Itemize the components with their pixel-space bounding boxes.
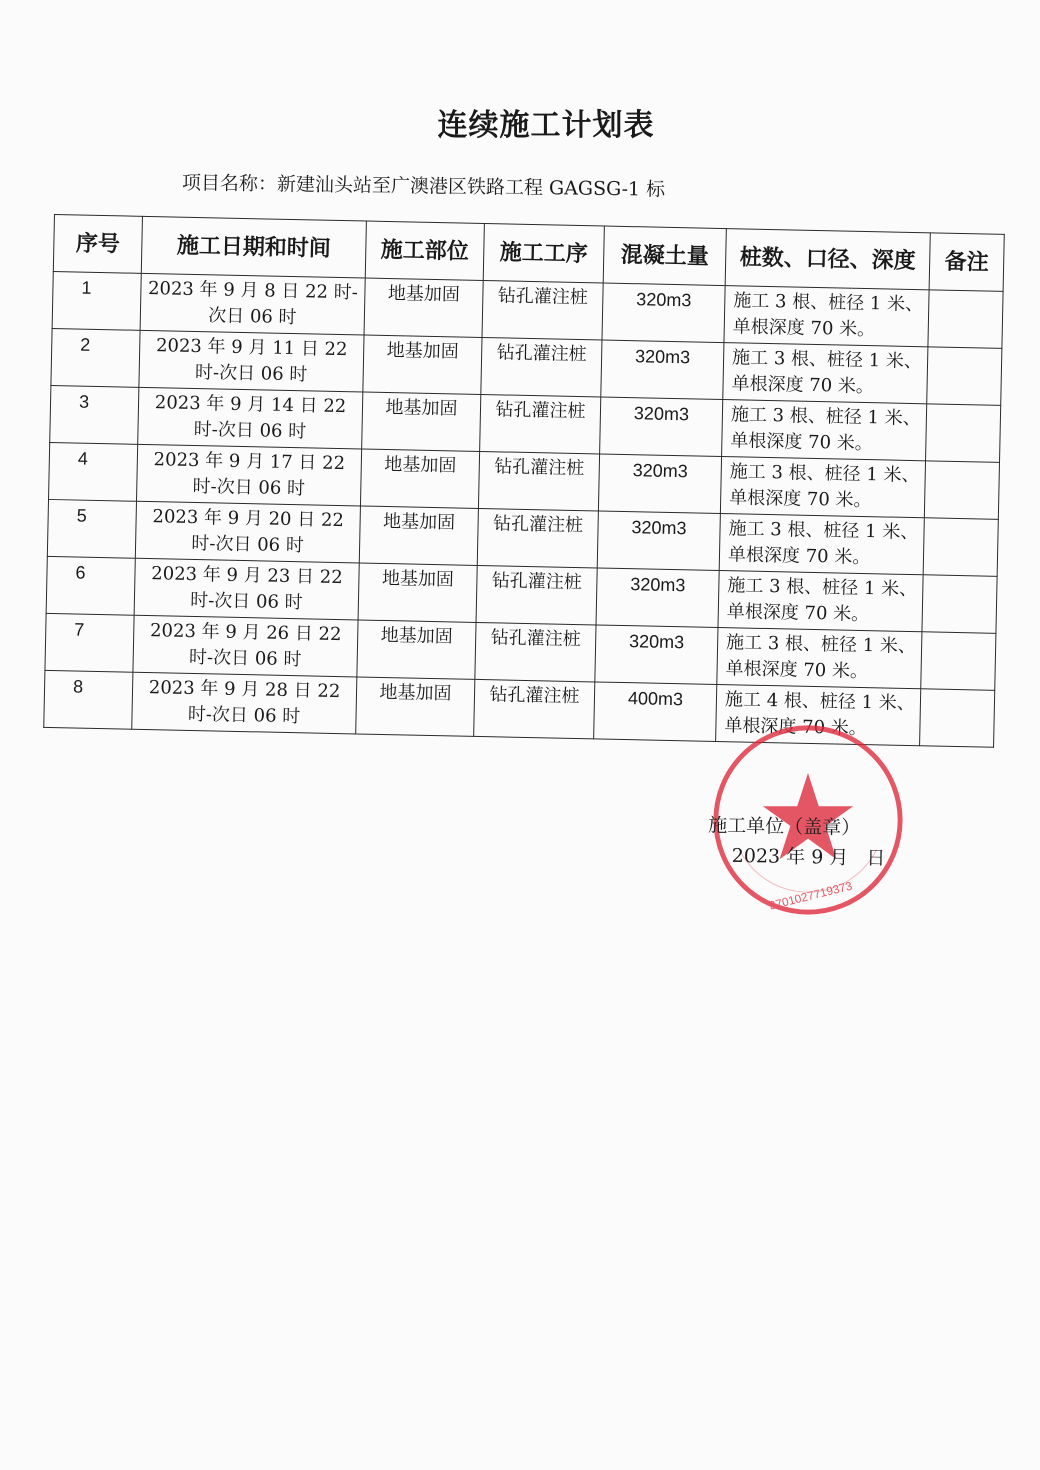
cell-remark — [923, 518, 998, 577]
cell-datetime: 2023 年 9 月 17 日 22 时-次日 06 时 — [137, 444, 362, 506]
header-seq: 序号 — [53, 215, 142, 274]
cell-process: 钻孔灌注桩 — [481, 337, 602, 397]
cell-process: 钻孔灌注桩 — [482, 281, 603, 341]
cell-datetime: 2023 年 9 月 20 日 22 时-次日 06 时 — [135, 501, 360, 563]
header-remark: 备注 — [929, 233, 1004, 292]
cell-location: 地基加固 — [358, 563, 477, 622]
cell-spec: 施工 3 根、桩径 1 米、单根深度 70 米。 — [724, 286, 929, 347]
cell-location: 地基加固 — [363, 335, 482, 394]
cell-concrete: 320m3 — [595, 625, 718, 685]
cell-remark — [924, 461, 999, 520]
cell-process: 钻孔灌注桩 — [475, 622, 596, 682]
cell-spec: 施工 3 根、桩径 1 米、单根深度 70 米。 — [723, 343, 928, 404]
cell-spec: 施工 3 根、桩径 1 米、单根深度 70 米。 — [720, 457, 925, 518]
project-name-line: 项目名称：新建汕头站至广澳港区铁路工程 GAGSG-1 标 — [181, 172, 666, 201]
header-concrete: 混凝土量 — [603, 226, 726, 286]
cell-datetime: 2023 年 9 月 23 日 22 时-次日 06 时 — [134, 558, 359, 620]
cell-remark — [927, 347, 1002, 406]
cell-concrete: 320m3 — [602, 283, 725, 343]
cell-spec: 施工 4 根、桩径 1 米、单根深度 70 米。 — [716, 684, 921, 745]
header-datetime: 施工日期和时间 — [141, 216, 366, 278]
cell-seq: 5 — [47, 499, 136, 558]
cell-seq: 2 — [51, 328, 140, 387]
cell-location: 地基加固 — [359, 506, 478, 565]
page-title: 连续施工计划表 — [437, 108, 655, 143]
cell-process: 钻孔灌注桩 — [477, 508, 598, 568]
cell-spec: 施工 3 根、桩径 1 米、单根深度 70 米。 — [717, 627, 922, 688]
seal-number: 3701027719373 — [768, 879, 854, 913]
signature-block — [707, 810, 886, 873]
cell-spec: 施工 3 根、桩径 1 米、单根深度 70 米。 — [718, 571, 923, 632]
cell-location: 地基加固 — [356, 677, 475, 736]
cell-seq: 7 — [45, 613, 134, 672]
cell-concrete: 320m3 — [598, 454, 721, 514]
cell-process: 钻孔灌注桩 — [476, 565, 597, 625]
cell-remark — [921, 632, 996, 691]
schedule-table-wrapper — [43, 214, 1004, 748]
cell-location: 地基加固 — [362, 392, 481, 451]
cell-seq: 6 — [46, 556, 135, 615]
cell-spec: 施工 3 根、桩径 1 米、单根深度 70 米。 — [722, 400, 927, 461]
cell-remark — [926, 404, 1001, 463]
cell-spec: 施工 3 根、桩径 1 米、单根深度 70 米。 — [719, 514, 924, 575]
cell-remark — [920, 689, 995, 748]
cell-concrete: 320m3 — [597, 511, 720, 571]
cell-datetime: 2023 年 9 月 26 日 22 时-次日 06 时 — [133, 615, 358, 677]
cell-datetime: 2023 年 9 月 8 日 22 时-次日 06 时 — [140, 273, 365, 335]
cell-process: 钻孔灌注桩 — [474, 679, 595, 739]
cell-location: 地基加固 — [360, 449, 479, 508]
cell-location: 地基加固 — [364, 278, 483, 337]
header-spec: 桩数、口径、深度 — [725, 229, 930, 290]
cell-datetime: 2023 年 9 月 14 日 22 时-次日 06 时 — [138, 387, 363, 449]
cell-process: 钻孔灌注桩 — [480, 394, 601, 454]
header-process: 施工工序 — [483, 224, 604, 284]
cell-datetime: 2023 年 9 月 11 日 22 时-次日 06 时 — [139, 330, 364, 392]
cell-remark — [928, 290, 1003, 349]
schedule-table — [43, 214, 1005, 748]
cell-process: 钻孔灌注桩 — [478, 451, 599, 511]
cell-concrete: 320m3 — [601, 340, 724, 400]
construction-unit-label: 施工单位（盖章） — [708, 814, 861, 840]
signature-date: 2023 年 9 月 日 — [731, 844, 886, 870]
cell-seq: 3 — [50, 385, 139, 444]
cell-concrete: 320m3 — [600, 397, 723, 457]
cell-concrete: 400m3 — [594, 682, 717, 742]
header-location: 施工部位 — [365, 221, 484, 280]
cell-seq: 8 — [44, 670, 133, 729]
cell-concrete: 320m3 — [596, 568, 719, 628]
cell-seq: 1 — [52, 271, 141, 330]
cell-remark — [922, 575, 997, 634]
cell-location: 地基加固 — [357, 620, 476, 679]
cell-datetime: 2023 年 9 月 28 日 22 时-次日 06 时 — [132, 672, 357, 734]
cell-seq: 4 — [49, 442, 138, 501]
